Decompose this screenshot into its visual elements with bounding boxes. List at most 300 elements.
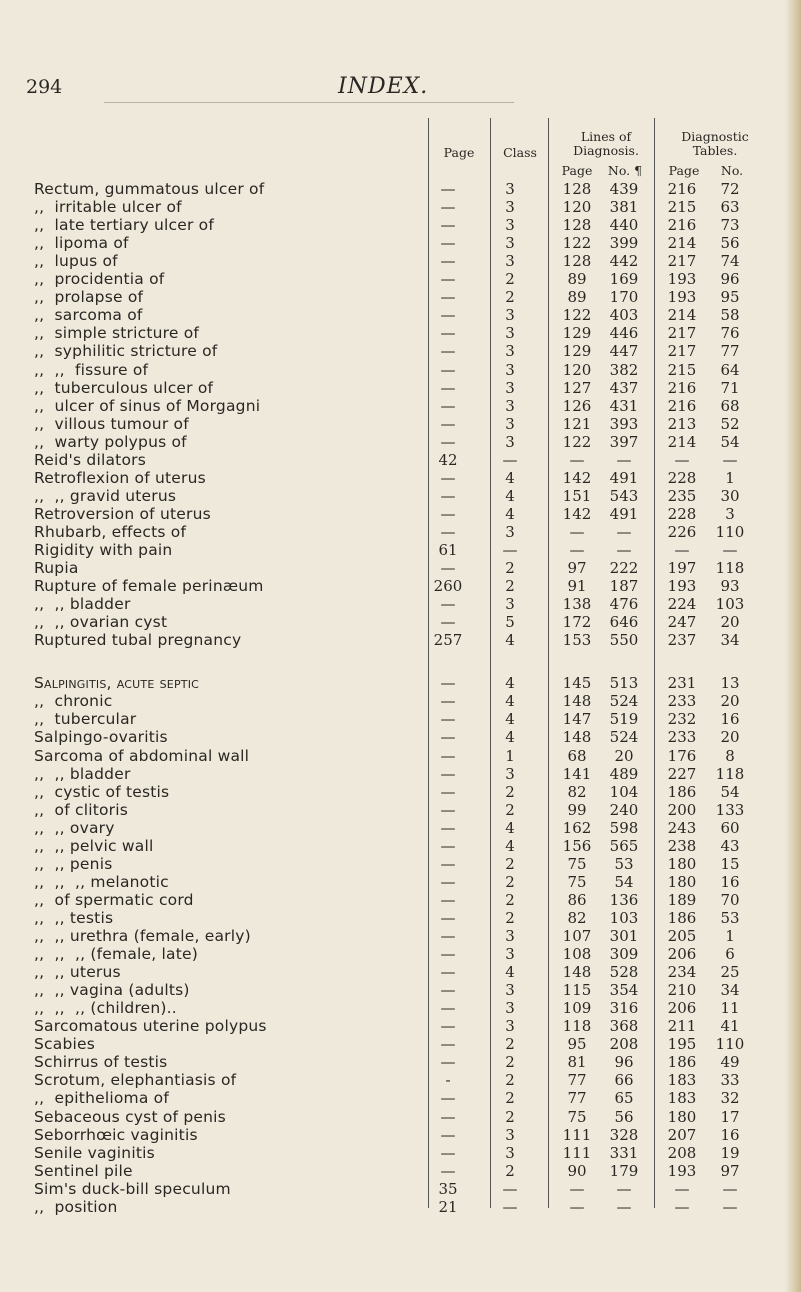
entry-page: —: [440, 595, 456, 613]
entry-label: ,, ,, ovary: [34, 819, 115, 837]
header-lines-page: Page: [561, 163, 593, 178]
entry-class: 3: [505, 324, 515, 342]
header-diagnostic-tables: Diagnostic Tables.: [681, 129, 749, 158]
entry-class: —: [502, 1198, 518, 1216]
entry-diag-page: 237: [667, 631, 697, 649]
entry-diag-no: 95: [720, 288, 740, 306]
entry-lines-page: 153: [562, 631, 592, 649]
index-entry: [0, 981, 801, 999]
entry-class: 3: [505, 1017, 515, 1035]
index-entry: [0, 180, 801, 198]
entry-page: —: [440, 361, 456, 379]
entry-label: ,, tubercular: [34, 710, 137, 728]
index-entry: [0, 1017, 801, 1035]
entry-class: 4: [505, 674, 515, 692]
entry-page: —: [440, 523, 456, 541]
entry-diag-no: 110: [715, 1035, 745, 1053]
entry-diag-no: 6: [725, 945, 735, 963]
index-entry: [0, 1126, 801, 1144]
entry-label: Salpingo-ovaritis: [34, 728, 168, 746]
entry-lines-page: 108: [562, 945, 592, 963]
entry-lines-no: 439: [609, 180, 639, 198]
entry-lines-no: 491: [609, 469, 639, 487]
entry-page: —: [440, 487, 456, 505]
entry-class: 2: [505, 1162, 515, 1180]
entry-diag-page: 238: [667, 837, 697, 855]
entry-lines-no: 96: [614, 1053, 634, 1071]
entry-page: —: [440, 433, 456, 451]
index-entry: [0, 909, 801, 927]
entry-diag-page: —: [674, 451, 690, 469]
entry-page: —: [440, 559, 456, 577]
entry-label: Seborrhœic vaginitis: [34, 1126, 198, 1144]
index-entry: [0, 234, 801, 252]
entry-class: 3: [505, 397, 515, 415]
entry-label: Sim's duck-bill speculum: [34, 1180, 231, 1198]
index-entry: [0, 783, 801, 801]
entry-page: —: [440, 765, 456, 783]
entry-label: ,, ulcer of sinus of Morgagni: [34, 397, 261, 415]
entry-diag-page: 214: [667, 306, 697, 324]
entry-diag-no: 20: [720, 728, 740, 746]
entry-diag-page: 189: [667, 891, 697, 909]
index-entry: [0, 747, 801, 765]
entry-diag-page: 207: [667, 1126, 697, 1144]
entry-diag-no: 133: [715, 801, 745, 819]
entry-label: ,, lupus of: [34, 252, 118, 270]
entry-diag-no: 68: [720, 397, 740, 415]
entry-class: 3: [505, 981, 515, 999]
entry-class: 3: [505, 523, 515, 541]
entry-lines-page: 111: [562, 1126, 592, 1144]
entry-lines-page: —: [569, 541, 585, 559]
entry-page: —: [440, 198, 456, 216]
index-entry: [0, 999, 801, 1017]
entry-diag-no: 30: [720, 487, 740, 505]
entry-page: —: [440, 855, 456, 873]
entry-class: 1: [505, 747, 515, 765]
entry-class: 5: [505, 613, 515, 631]
entry-lines-no: 524: [609, 728, 639, 746]
entry-label: Salpingitis, acute septic: [34, 674, 200, 692]
entry-diag-no: 93: [720, 577, 740, 595]
entry-page: —: [440, 613, 456, 631]
entry-diag-no: 8: [725, 747, 735, 765]
entry-label: ,, ,, ,, melanotic: [34, 873, 169, 891]
entry-lines-no: —: [616, 1180, 632, 1198]
entry-label: Rhubarb, effects of: [34, 523, 187, 541]
entry-label: ,, ,, bladder: [34, 765, 131, 783]
entry-class: 3: [505, 198, 515, 216]
entry-diag-no: 58: [720, 306, 740, 324]
entry-class: 2: [505, 873, 515, 891]
entry-label: Retroversion of uterus: [34, 505, 211, 523]
entry-diag-no: 118: [715, 559, 745, 577]
entry-page: —: [440, 1126, 456, 1144]
entry-lines-page: 82: [567, 909, 587, 927]
entry-lines-no: 440: [609, 216, 639, 234]
entry-class: 4: [505, 710, 515, 728]
entry-diag-page: —: [674, 1198, 690, 1216]
entry-diag-no: —: [722, 1198, 738, 1216]
entry-lines-page: 151: [562, 487, 592, 505]
entry-diag-page: 235: [667, 487, 697, 505]
index-entry: [0, 728, 801, 746]
index-entry: [0, 487, 801, 505]
entry-lines-page: 121: [562, 415, 592, 433]
entry-lines-page: 89: [567, 288, 587, 306]
entry-class: 2: [505, 270, 515, 288]
entry-page: 42: [438, 451, 458, 469]
entry-diag-no: —: [722, 451, 738, 469]
entry-diag-no: 60: [720, 819, 740, 837]
entry-class: 4: [505, 819, 515, 837]
entry-page: —: [440, 909, 456, 927]
entry-lines-no: —: [616, 1198, 632, 1216]
entry-class: 2: [505, 559, 515, 577]
entry-diag-page: 227: [667, 765, 697, 783]
index-entry: [0, 415, 801, 433]
entry-label: ,, chronic: [34, 692, 113, 710]
entry-diag-page: 205: [667, 927, 697, 945]
index-entry: [0, 270, 801, 288]
entry-lines-page: 126: [562, 397, 592, 415]
entry-page: —: [440, 415, 456, 433]
entry-class: 2: [505, 1089, 515, 1107]
entry-label: Rigidity with pain: [34, 541, 173, 559]
index-entry: [0, 801, 801, 819]
entry-diag-page: 216: [667, 180, 697, 198]
entry-label: ,, ,, urethra (female, early): [34, 927, 251, 945]
entry-label: Sarcomatous uterine polypus: [34, 1017, 267, 1035]
entry-page: —: [440, 379, 456, 397]
entry-label: ,, ,, vagina (adults): [34, 981, 190, 999]
entry-diag-no: 19: [720, 1144, 740, 1162]
entry-class: 3: [505, 180, 515, 198]
entry-lines-page: 97: [567, 559, 587, 577]
entry-class: 2: [505, 288, 515, 306]
entry-lines-no: —: [616, 451, 632, 469]
entry-label: ,, late tertiary ulcer of: [34, 216, 215, 234]
entry-class: 3: [505, 306, 515, 324]
entry-label: ,, position: [34, 1198, 118, 1216]
entry-lines-page: 122: [562, 433, 592, 451]
entry-page: —: [440, 837, 456, 855]
entry-diag-page: 216: [667, 397, 697, 415]
entry-diag-no: 41: [720, 1017, 740, 1035]
entry-diag-no: 20: [720, 692, 740, 710]
entry-diag-no: 11: [720, 999, 740, 1017]
entry-lines-no: 331: [609, 1144, 639, 1162]
entry-page: 257: [433, 631, 463, 649]
index-entry: [0, 324, 801, 342]
entry-page: —: [440, 783, 456, 801]
entry-page: —: [440, 1162, 456, 1180]
entry-diag-no: 72: [720, 180, 740, 198]
entry-lines-page: 77: [567, 1089, 587, 1107]
index-entry: [0, 505, 801, 523]
header-page: Page: [443, 145, 475, 160]
entry-diag-page: 226: [667, 523, 697, 541]
entry-page: —: [440, 306, 456, 324]
entry-page: —: [440, 728, 456, 746]
entry-diag-no: 110: [715, 523, 745, 541]
entry-page: —: [440, 819, 456, 837]
entry-lines-page: 162: [562, 819, 592, 837]
entry-diag-no: 16: [720, 873, 740, 891]
entry-label: ,, ,, bladder: [34, 595, 131, 613]
entry-label: Sebaceous cyst of penis: [34, 1108, 226, 1126]
entry-lines-page: 148: [562, 728, 592, 746]
entry-lines-page: —: [569, 523, 585, 541]
index-entry: [0, 361, 801, 379]
entry-diag-no: 54: [720, 783, 740, 801]
entry-lines-page: 129: [562, 342, 592, 360]
entry-page: —: [440, 252, 456, 270]
entry-diag-no: 32: [720, 1089, 740, 1107]
entry-diag-page: 180: [667, 1108, 697, 1126]
entry-class: 3: [505, 216, 515, 234]
entry-lines-no: 399: [609, 234, 639, 252]
entry-lines-no: 53: [614, 855, 634, 873]
entry-diag-no: 3: [725, 505, 735, 523]
entry-lines-no: 393: [609, 415, 639, 433]
entry-label: ,, of clitoris: [34, 801, 129, 819]
entry-page: —: [440, 1035, 456, 1053]
entry-lines-page: 148: [562, 963, 592, 981]
header-diag-no: No.: [720, 163, 744, 178]
entry-diag-page: 176: [667, 747, 697, 765]
entry-class: 2: [505, 1108, 515, 1126]
entry-class: 2: [505, 1053, 515, 1071]
entry-label: ,, procidentia of: [34, 270, 165, 288]
entry-page: —: [440, 891, 456, 909]
index-entry: [0, 631, 801, 649]
entry-lines-no: 598: [609, 819, 639, 837]
entry-diag-page: 210: [667, 981, 697, 999]
entry-lines-page: 81: [567, 1053, 587, 1071]
entry-diag-page: 183: [667, 1089, 697, 1107]
entry-label: ,, tuberculous ulcer of: [34, 379, 214, 397]
entry-lines-no: 56: [614, 1108, 634, 1126]
entry-diag-no: 49: [720, 1053, 740, 1071]
index-entry: [0, 306, 801, 324]
entry-diag-page: 228: [667, 505, 697, 523]
entry-lines-no: 491: [609, 505, 639, 523]
entry-class: 2: [505, 1071, 515, 1089]
entry-diag-page: 224: [667, 595, 697, 613]
entry-label: ,, ,, ,, (female, late): [34, 945, 198, 963]
entry-page: —: [440, 270, 456, 288]
index-entry: [0, 1108, 801, 1126]
entry-diag-no: 33: [720, 1071, 740, 1089]
entry-diag-no: 25: [720, 963, 740, 981]
entry-page: 35: [438, 1180, 458, 1198]
entry-lines-no: 437: [609, 379, 639, 397]
entry-diag-page: 193: [667, 577, 697, 595]
entry-label: ,, lipoma of: [34, 234, 129, 252]
entry-label: ,, syphilitic stricture of: [34, 342, 218, 360]
entry-lines-page: 145: [562, 674, 592, 692]
index-entry: [0, 765, 801, 783]
entry-page: —: [440, 288, 456, 306]
entry-label: ,, ,, pelvic wall: [34, 837, 154, 855]
entry-label: Ruptured tubal pregnancy: [34, 631, 242, 649]
entry-diag-page: 216: [667, 216, 697, 234]
entry-diag-page: 228: [667, 469, 697, 487]
entry-class: 3: [505, 595, 515, 613]
entry-diag-page: 232: [667, 710, 697, 728]
entry-class: 3: [505, 234, 515, 252]
entry-diag-no: 43: [720, 837, 740, 855]
entry-class: 4: [505, 692, 515, 710]
entry-class: 4: [505, 469, 515, 487]
entry-lines-page: —: [569, 1180, 585, 1198]
entry-diag-page: 217: [667, 252, 697, 270]
entry-lines-page: 156: [562, 837, 592, 855]
index-entry: [0, 595, 801, 613]
entry-page: —: [440, 1089, 456, 1107]
entry-label: Senile vaginitis: [34, 1144, 155, 1162]
entry-label: ,, prolapse of: [34, 288, 144, 306]
entry-class: 3: [505, 765, 515, 783]
index-entry: [0, 855, 801, 873]
entry-page: 260: [433, 577, 463, 595]
entry-label: ,, ,, penis: [34, 855, 113, 873]
entry-diag-page: 193: [667, 288, 697, 306]
entry-diag-page: 217: [667, 342, 697, 360]
entry-lines-page: 128: [562, 252, 592, 270]
entry-lines-page: 90: [567, 1162, 587, 1180]
index-entry: [0, 379, 801, 397]
entry-lines-page: 91: [567, 577, 587, 595]
entry-lines-page: 141: [562, 765, 592, 783]
entry-diag-page: 214: [667, 433, 697, 451]
entry-lines-no: 179: [609, 1162, 639, 1180]
entry-class: 3: [505, 252, 515, 270]
entry-page: —: [440, 1017, 456, 1035]
entry-page: —: [440, 674, 456, 692]
entry-lines-page: 111: [562, 1144, 592, 1162]
entry-diag-page: 206: [667, 999, 697, 1017]
entry-lines-page: 142: [562, 505, 592, 523]
entry-page: —: [440, 999, 456, 1017]
entry-label: Rupture of female perinæum: [34, 577, 264, 595]
entry-diag-page: 211: [667, 1017, 697, 1035]
entry-diag-page: 233: [667, 692, 697, 710]
entry-lines-no: 66: [614, 1071, 634, 1089]
entry-diag-page: 213: [667, 415, 697, 433]
entry-label: Sentinel pile: [34, 1162, 133, 1180]
entry-label: ,, of spermatic cord: [34, 891, 194, 909]
entry-diag-no: 53: [720, 909, 740, 927]
entry-diag-page: 243: [667, 819, 697, 837]
entry-lines-no: 519: [609, 710, 639, 728]
entry-class: 3: [505, 945, 515, 963]
entry-lines-no: 476: [609, 595, 639, 613]
entry-diag-no: 34: [720, 981, 740, 999]
entry-lines-page: 75: [567, 855, 587, 873]
entry-class: 3: [505, 999, 515, 1017]
entry-label: Schirrus of testis: [34, 1053, 168, 1071]
entry-diag-page: 195: [667, 1035, 697, 1053]
header-lines-of-diagnosis: Lines of Diagnosis.: [573, 129, 639, 158]
entry-lines-no: 489: [609, 765, 639, 783]
entry-lines-no: 524: [609, 692, 639, 710]
entry-class: 3: [505, 379, 515, 397]
index-entry: [0, 1035, 801, 1053]
entry-lines-page: 77: [567, 1071, 587, 1089]
entry-class: 2: [505, 855, 515, 873]
entry-diag-no: 96: [720, 270, 740, 288]
entry-diag-page: 206: [667, 945, 697, 963]
entry-diag-no: 13: [720, 674, 740, 692]
entry-diag-no: 77: [720, 342, 740, 360]
entry-lines-no: —: [616, 541, 632, 559]
index-entry: [0, 523, 801, 541]
index-entry: [0, 1198, 801, 1216]
entry-lines-no: 646: [609, 613, 639, 631]
entry-label: ,, irritable ulcer of: [34, 198, 182, 216]
entry-class: 2: [505, 909, 515, 927]
entry-diag-page: 215: [667, 198, 697, 216]
entry-lines-no: 442: [609, 252, 639, 270]
entry-page: —: [440, 216, 456, 234]
entry-class: 2: [505, 891, 515, 909]
entry-class: 2: [505, 577, 515, 595]
entry-page: -: [445, 1071, 451, 1089]
entry-page: —: [440, 469, 456, 487]
index-entry: [0, 927, 801, 945]
index-entry: [0, 1144, 801, 1162]
entry-page: —: [440, 324, 456, 342]
entry-label: ,, warty polypus of: [34, 433, 187, 451]
entry-lines-page: 99: [567, 801, 587, 819]
entry-page: —: [440, 801, 456, 819]
entry-diag-page: 214: [667, 234, 697, 252]
index-entry: [0, 674, 801, 692]
entry-page: —: [440, 1053, 456, 1071]
entry-diag-no: 74: [720, 252, 740, 270]
index-entry: [0, 288, 801, 306]
entry-class: 3: [505, 415, 515, 433]
entry-lines-no: —: [616, 523, 632, 541]
entry-page: —: [440, 180, 456, 198]
entry-lines-no: 169: [609, 270, 639, 288]
index-entry: [0, 252, 801, 270]
entry-class: —: [502, 1180, 518, 1198]
entry-lines-page: 82: [567, 783, 587, 801]
entry-lines-page: —: [569, 451, 585, 469]
index-entry: [0, 1071, 801, 1089]
index-entry: [0, 837, 801, 855]
entry-diag-page: 193: [667, 1162, 697, 1180]
entry-lines-page: 128: [562, 180, 592, 198]
entry-diag-page: 231: [667, 674, 697, 692]
index-entry: [0, 342, 801, 360]
entry-class: 4: [505, 487, 515, 505]
entry-lines-no: 513: [609, 674, 639, 692]
entry-page: —: [440, 234, 456, 252]
entry-lines-no: 187: [609, 577, 639, 595]
index-entry: [0, 613, 801, 631]
entry-page: —: [440, 710, 456, 728]
entry-lines-page: 129: [562, 324, 592, 342]
header-lines-no: No. ¶: [607, 163, 643, 178]
entry-class: 4: [505, 963, 515, 981]
entry-lines-page: 148: [562, 692, 592, 710]
entry-class: 3: [505, 342, 515, 360]
